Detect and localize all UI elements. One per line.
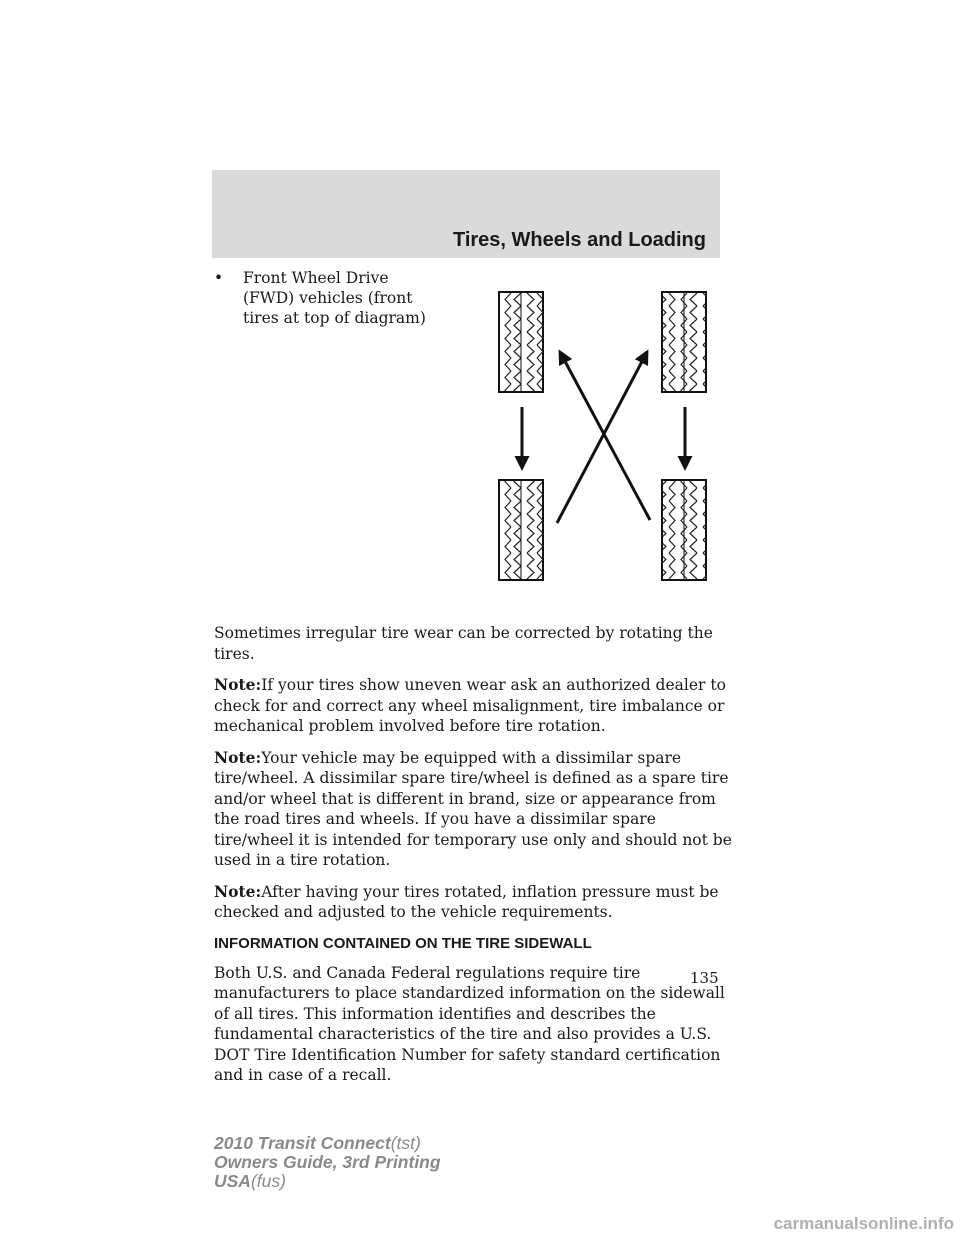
note-label: Note: [214, 881, 262, 901]
bullet-item [214, 268, 444, 328]
arrow-rear-left-to-front-right [557, 352, 647, 523]
note-inflation-pressure [214, 882, 734, 923]
page-number: 135 [690, 969, 719, 987]
tire-rear-left [499, 480, 543, 580]
tire-rotation-diagram [480, 280, 730, 590]
paragraph-sidewall-info: Both U.S. and Canada Federal regulations require tire manufacturers to place standardized information on the sidewall of all tires. This information identifies and describes the fundamental characteristics of the tire and also provides a U.S. DOT Tire Identification Number for safety standard certification and in case of a recall. [214, 963, 725, 1084]
note-text: After having your tires rotated, inflation pressure must be checked and adjusted to the vehicle requirements. [214, 882, 719, 921]
section-header-band [212, 170, 720, 258]
bullet-text: Front Wheel Drive (FWD) vehicles (front tires at top of diagram) [243, 269, 426, 327]
footer-line-3 [214, 1172, 441, 1191]
body-text [214, 623, 734, 1097]
section-title: Tires, Wheels and Loading [452, 229, 706, 251]
document-footer [214, 1134, 441, 1191]
note-dissimilar-spare [214, 748, 734, 871]
footer-model: 2010 Transit Connect [214, 1133, 391, 1153]
note-text: If your tires show uneven wear ask an authorized dealer to check for and correct any wheel misalignment, tire imbalance or mechanical problem involved before tire rotation. [214, 676, 726, 735]
tire-rear-right [662, 480, 706, 580]
note-label: Note: [214, 675, 262, 694]
watermark: carmanualsonline.info [773, 1214, 954, 1233]
note-label: Note: [214, 747, 262, 767]
tire-front-left [499, 292, 543, 392]
note-uneven-wear [214, 675, 734, 737]
footer-market-tag: (fus) [250, 1171, 286, 1191]
footer-line-2: Owners Guide, 3rd Printing [214, 1152, 441, 1172]
footer-line-1 [214, 1134, 441, 1153]
paragraph-rotation-intro: Sometimes irregular tire wear can be corrected by rotating the tires. [214, 624, 713, 663]
footer-market: USA [214, 1171, 251, 1191]
footer-model-tag: (tst) [390, 1133, 421, 1153]
section-heading: INFORMATION CONTAINED ON THE TIRE SIDEWALL [214, 934, 592, 952]
bullet-mark: • [214, 269, 224, 287]
tire-front-right [662, 292, 706, 392]
note-text: Your vehicle may be equipped with a dissimilar spare tire/wheel. A dissimilar spare tire/wheel is defined as a spare tire and/or wheel that is different in brand, size or appearance from the road tires and wheels. If you have a dissimilar spare tire/wheel it is intended for temporary use only and should not be used in a tire rotation. [214, 748, 732, 869]
